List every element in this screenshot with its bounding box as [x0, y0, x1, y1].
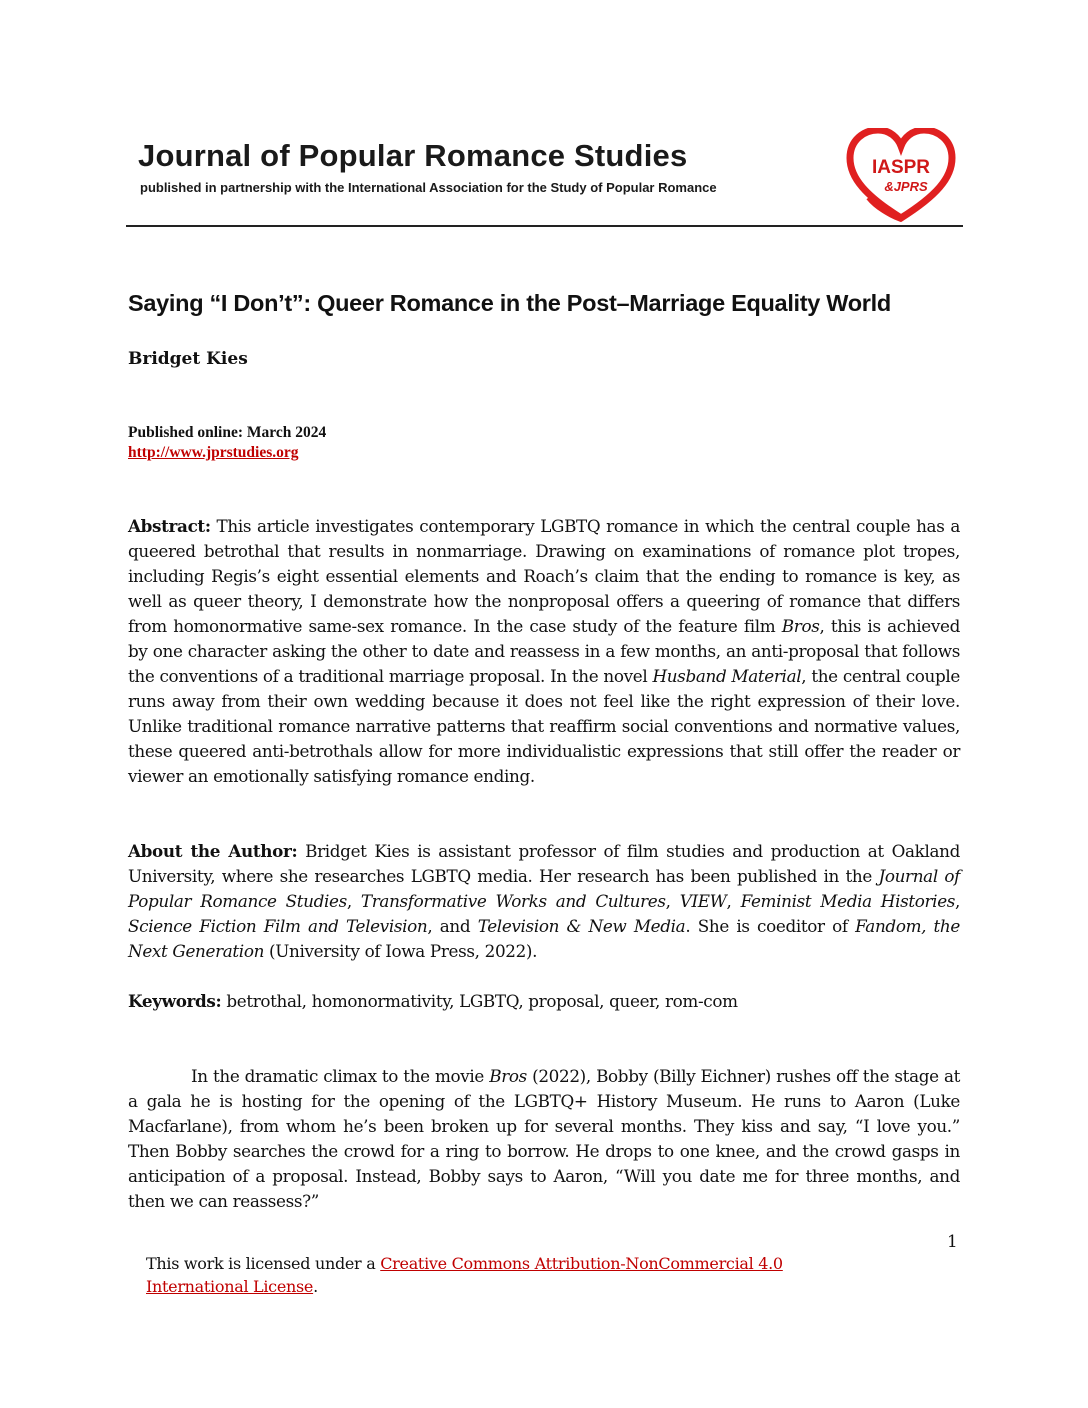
license-notice: This work is licensed under a Creative Commons Attribution-NonCommercial 4.0 International License. — [146, 1254, 783, 1296]
page-number: 1 — [947, 1231, 958, 1251]
about-author-paragraph: About the Author: Bridget Kies is assistant professor of film studies and production at Oakland University, where she researches LGBTQ media. Her research has been published in the Journal of Popular Romance Studies, Transformative Works and Cultures, VIEW, Feminist Media Histories, Science Fiction Film and Television, and Television & New Media. She is coeditor of Fandom, the Next Generation (University of Iowa Press, 2022). — [128, 841, 961, 961]
journal-url-link[interactable]: http://www.jprstudies.org — [128, 444, 299, 461]
abstract-label: Abstract: — [128, 516, 211, 536]
license-link[interactable]: Creative Commons Attribution-NonCommercial 4.0 International License — [146, 1254, 783, 1296]
keywords-paragraph: Keywords: betrothal, homonormativity, LGBTQ, proposal, queer, rom-com — [128, 991, 738, 1011]
logo-text-iaspr: IASPR — [871, 157, 931, 178]
keywords-label: Keywords: — [128, 991, 222, 1011]
about-author-label: About the Author: — [128, 841, 298, 861]
article-author: Bridget Kies — [128, 349, 248, 369]
logo-text-jprs: &JPRS — [884, 179, 928, 194]
body-paragraph: In the dramatic climax to the movie Bros (2022), Bobby (Billy Eichner) rushes off the stage at a gala he is hosting for the opening of the LGBTQ+ History Museum. He runs to Aaron (Luke Macfarlane), from whom he’s been broken up for several months. They kiss and say, “I love you.” Then Bobby searches the crowd for a ring to borrow. He drops to one knee, and the crowd gasps in anticipation of a proposal. Instead, Bobby says to Aaron, “Will you date me for three months, and then we can reassess?” — [128, 1066, 960, 1211]
header-divider — [126, 225, 963, 227]
abstract-paragraph: Abstract: This article investigates contemporary LGBTQ romance in which the central couple has a queered betrothal that results in nonmarriage. Drawing on examinations of romance plot tropes, including Regis’s eight essential elements and Roach’s claim that the ending to romance is key, as well as queer theory, I demonstrate how the nonproposal offers a queering of romance that differs from homonormative same-sex romance. In the case study of the feature film Bros, this is achieved by one character asking the other to date and reassess in a few months, an anti-proposal that follows the conventions of a traditional marriage proposal. In the novel Husband Material, the central couple runs away from their own wedding because it does not feel like the right expression of their love. Unlike traditional romance narrative patterns that reaffirm social conventions and normative values, these queered anti-betrothals allow for more individualistic expressions that still offer the reader or viewer an emotionally satisfying romance ending. — [128, 516, 960, 786]
journal-title: Journal of Popular Romance Studies — [138, 138, 688, 173]
published-date: Published online: March 2024 — [128, 424, 327, 441]
article-title: Saying “I Don’t”: Queer Romance in the Post–Marriage Equality World — [128, 290, 891, 316]
journal-subtitle: published in partnership with the International Association for the Study of Popular Romance — [140, 180, 717, 195]
iaspr-logo — [846, 128, 956, 224]
